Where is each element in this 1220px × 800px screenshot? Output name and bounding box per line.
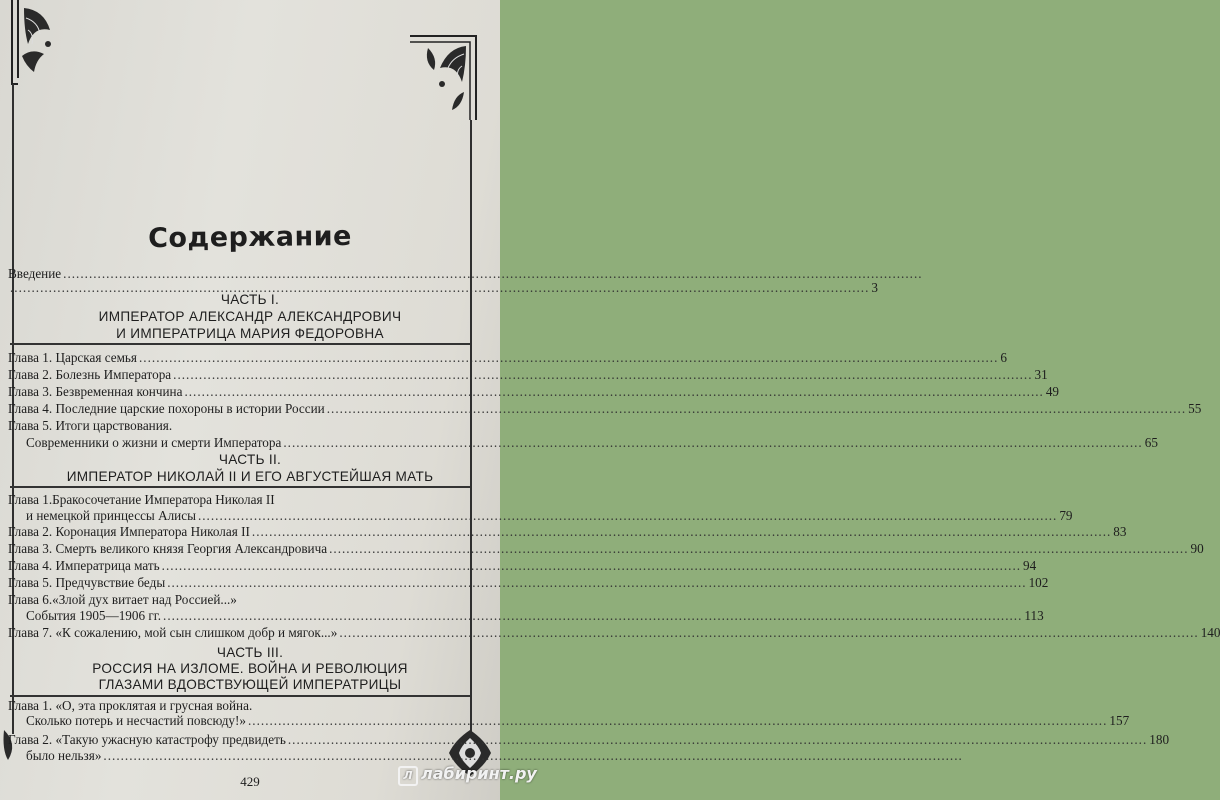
leader-dots: ........................................................................................................................................................................................................ — [167, 575, 1027, 590]
leader-dots: ........................................................................................................................................................................................................ — [63, 266, 923, 281]
toc-entry — [8, 558, 1037, 574]
toc-entry — [8, 541, 1204, 557]
toc-label: Глава 2. «Такую ужасную катастрофу предвидеть — [8, 732, 286, 747]
toc-label: Глава 7. «К сожалению, мой сын слишком добр и мягок...» — [8, 625, 338, 640]
leader-dots: ........................................................................................................................................................................................................ — [329, 541, 1189, 556]
toc-entry — [8, 384, 1060, 400]
toc-entry-continuation — [26, 435, 1158, 451]
toc-entry-continuation — [26, 608, 1044, 624]
toc-page-number: 83 — [1113, 524, 1127, 539]
toc-label: Введение — [8, 266, 62, 281]
toc-page-number: 140 — [1200, 625, 1220, 640]
toc-label: Глава 1.Бракосочетание Императора Николая II — [8, 492, 275, 507]
toc-entry — [8, 592, 468, 608]
toc-label: События 1905—1906 гг. — [26, 608, 162, 623]
toc-page-number: 94 — [1023, 558, 1037, 573]
part-heading: ЧАСТЬ III. — [216, 645, 284, 660]
leader-dots: ........................................................................................................................................................................................................ — [173, 367, 1033, 382]
leader-dots: ........................................................................................................................................................................................................ — [339, 625, 1199, 640]
toc-label: Глава 4. Императрица мать — [8, 558, 160, 573]
toc-entry — [8, 367, 1048, 383]
leader-dots: ........................................................................................................................................................................................................ — [103, 748, 963, 763]
page-number: 429 — [240, 774, 260, 789]
toc-label: Глава 3. Смерть великого князя Георгия Александровича — [8, 541, 328, 556]
leader-dots: ........................................................................................................................................................................................................ — [248, 713, 1108, 728]
toc-label: Глава 5. Предчувствие беды — [8, 575, 166, 590]
leader-dots: ........................................................................................................................................................................................................ — [251, 524, 1112, 539]
toc-label: Глава 3. Безвременная кончина — [8, 384, 183, 399]
toc-page-number: 49 — [1045, 384, 1060, 399]
leader-dots: ........................................................................................................................................................................................................ — [139, 350, 999, 365]
divider-rule — [10, 695, 470, 697]
toc-page-number: 157 — [1109, 713, 1130, 728]
divider-rule — [10, 486, 470, 488]
toc-page-number: 180 — [1149, 732, 1170, 747]
corner-ornament-top-left — [4, 0, 64, 86]
leader-dots: ........................................................................................................................................................................................................ — [161, 558, 1022, 573]
leader-dots: ........................................................................................................................................................................................................ — [283, 435, 1143, 450]
toc-entry — [8, 492, 468, 508]
toc-entry — [8, 418, 468, 434]
toc-page-number: 55 — [1188, 401, 1202, 416]
toc-label: Глава 4. Последние царские похороны в истории России — [8, 401, 325, 416]
part-title-line: И ИМПЕРАТРИЦА МАРИЯ ФЕДОРОВНА — [116, 326, 384, 341]
part-title-line: ИМПЕРАТОР АЛЕКСАНДР АЛЕКСАНДРОВИЧ — [98, 309, 402, 324]
toc-entry-continuation — [26, 508, 1073, 524]
toc-entry — [8, 732, 1170, 748]
leader-dots: ........................................................................................................................................................................................................ — [184, 384, 1044, 399]
toc-page-number: 65 — [1144, 435, 1158, 450]
toc-page-number: 90 — [1190, 541, 1204, 556]
leader-dots: ........................................................................................................................................................................................................ — [287, 732, 1148, 747]
toc-page-number: 102 — [1028, 575, 1049, 590]
toc-page-number: 6 — [1000, 350, 1007, 365]
part-title-line: РОССИЯ НА ИЗЛОМЕ. ВОЙНА И РЕВОЛЮЦИЯ — [92, 661, 408, 676]
leader-dots: ........................................................................................................................................................................................................ — [163, 608, 1023, 623]
toc-page-number: 113 — [1024, 608, 1044, 623]
part-heading: ЧАСТЬ I. — [220, 292, 280, 307]
toc-entry — [8, 350, 1007, 366]
toc-label: Глава 2. Коронация Императора Николая II — [8, 524, 250, 539]
toc-label: Глава 1. Царская семья — [8, 350, 137, 365]
toc-entry — [8, 575, 1049, 591]
toc-entry — [8, 625, 1220, 641]
corner-ornament-top-right — [408, 34, 478, 122]
toc-label: и немецкой принцессы Алисы — [26, 508, 196, 523]
toc-label: Глава 2. Болезнь Императора — [8, 367, 172, 382]
toc-label: Глава 6.«Злой дух витает над Россией...» — [8, 592, 237, 607]
toc-entry-continuation — [26, 748, 963, 764]
toc-entry-continuation — [26, 713, 1130, 729]
watermark-logo: Л — [398, 766, 418, 786]
watermark — [398, 764, 537, 786]
page-title: Содержание — [147, 220, 353, 255]
toc-label: Современники о жизни и смерти Императора — [26, 435, 282, 450]
part-title-line: ИМПЕРАТОР НИКОЛАЙ II И ЕГО АВГУСТЕЙШАЯ МАТЬ — [66, 469, 434, 484]
divider-rule — [10, 343, 470, 345]
toc-label: Сколько потерь и несчастий повсюду!» — [26, 713, 246, 728]
toc-entry — [8, 524, 1127, 540]
leader-dots: ........................................................................................................................................................................................................ — [197, 508, 1058, 523]
leader-dots: ........................................................................................................................................................................................................ — [10, 280, 870, 295]
watermark-text: лабиринт.ру — [421, 764, 537, 783]
toc-label: было нельзя» — [26, 748, 102, 763]
part-heading: ЧАСТЬ II. — [218, 452, 282, 467]
part-title-line: ГЛАЗАМИ ВДОВСТВУЮЩЕЙ ИМПЕРАТРИЦЫ — [98, 677, 402, 692]
toc-entry — [8, 401, 1202, 417]
toc-page-number: 3 — [871, 280, 878, 295]
toc-page-number: 31 — [1034, 367, 1048, 382]
toc-label: Глава 1. «О, эта проклятая и грусная война. — [8, 698, 253, 713]
toc-entry — [8, 698, 468, 714]
toc-page-number: 79 — [1059, 508, 1073, 523]
leader-dots: ........................................................................................................................................................................................................ — [326, 401, 1187, 416]
toc-label: Глава 5. Итоги царствования. — [8, 418, 173, 433]
